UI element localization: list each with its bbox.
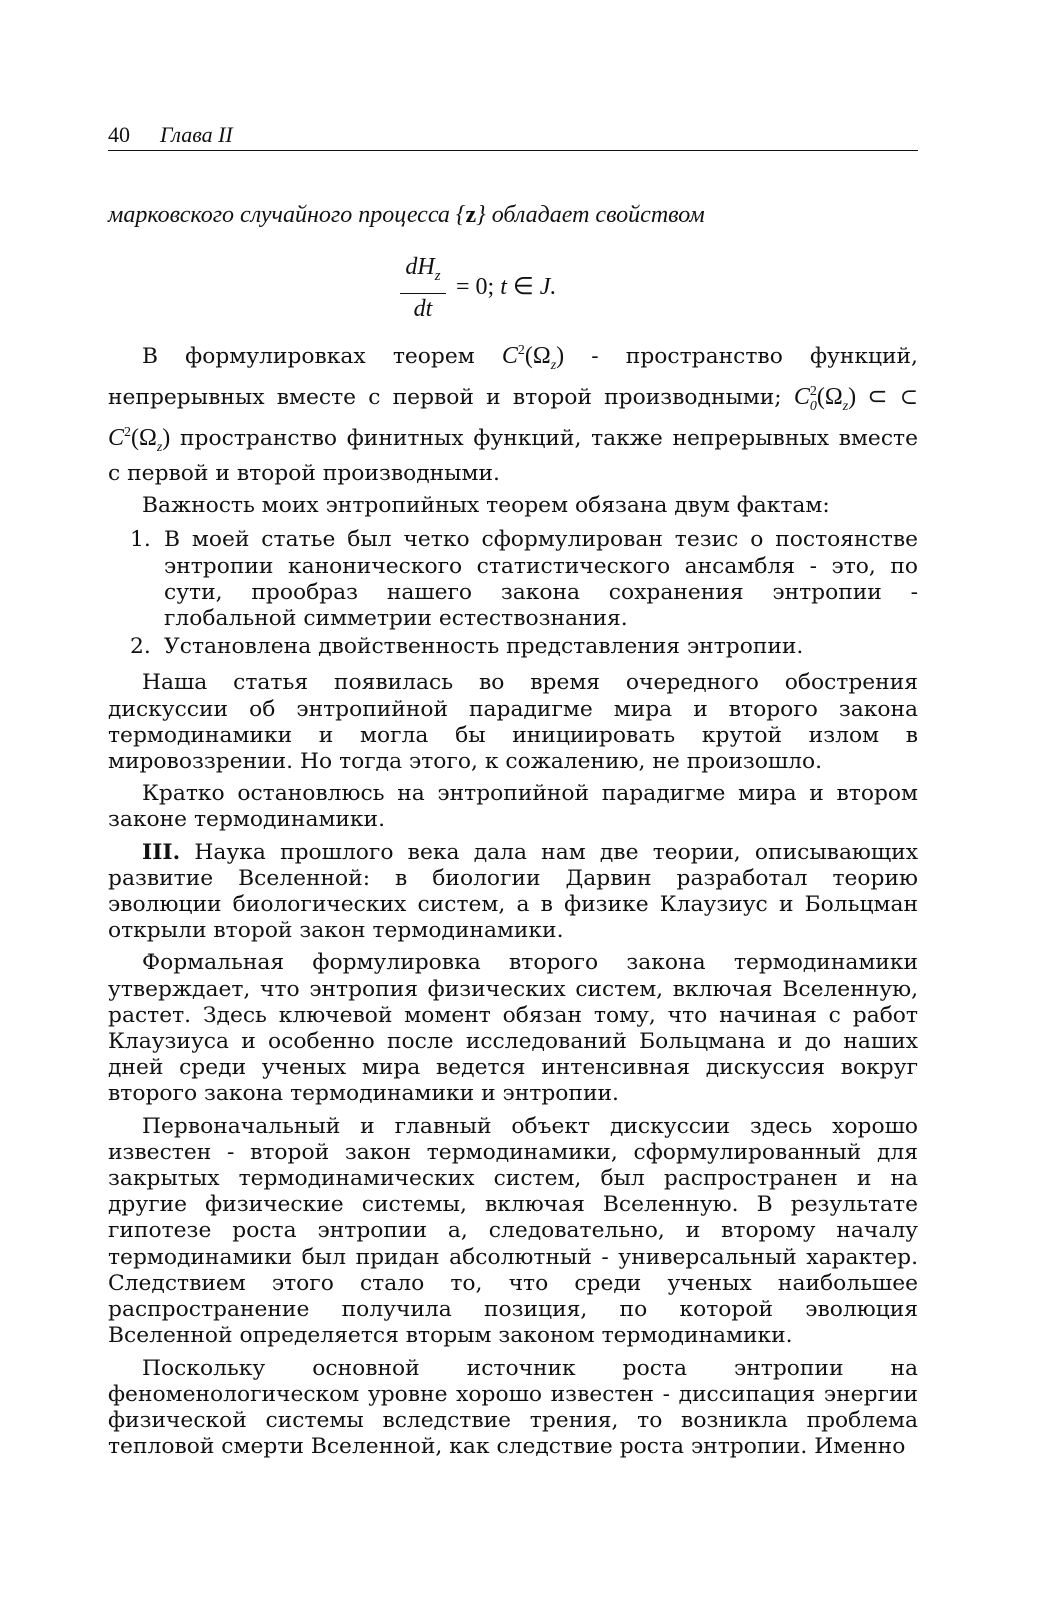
paragraph-section-three: III. Наука прошлого века дала нам две теории, описывающих развитие Вселенной: в биологии Дарвин разработал теорию эволюции биологических систем, а в физике Клаузиус и Больцман открыли второй закон термодинамики. xyxy=(108,839,918,944)
formula-rhs: = 0; t ∈ J. xyxy=(456,274,557,300)
paragraph-discussion-object: Первоначальный и главный объект дискуссии здесь хорошо известен - второй закон термодинамики, сформулированный для закрытых термодинамических систем, был распространен и на другие физические системы, включая Вселенную. В результате гипотезе роста энтропии а, следовательно, и второму началу термодинамики был придан абсолютный - универсальный характер. Следствием этого стало то, что среди ученых наибольшее распространение получила позиция, по которой эволюция Вселенной определяется вторым законом термодинамики. xyxy=(108,1113,918,1349)
intro-text-before: марковского случайного процесса { xyxy=(108,202,466,228)
paragraph-heat-death: Поскольку основной источник роста энтропии на феноменологическом уровне хорошо известен - диссипация энергии физической системы вследствие трения, то возникла проблема тепловой смерти Вселенной, как следствие роста энтропии. Именно xyxy=(108,1355,918,1460)
section-numeral: III. xyxy=(142,839,181,865)
chapter-title: Глава II xyxy=(160,122,233,147)
running-head xyxy=(108,118,918,151)
intro-variable: z xyxy=(465,202,477,228)
page-number: 40 xyxy=(108,122,130,147)
math-c2-omega-2: $C^2(\Omega_z)$ xyxy=(108,425,171,455)
math-c02-omega: $C^2_0(\Omega_z)$ ⊂ xyxy=(793,384,888,414)
math-c2-omega: $C^2(\Omega_z)$ xyxy=(501,343,565,373)
intro-line xyxy=(108,202,705,229)
paragraph-brief: Кратко остановлюсь на энтропийной парадигме мира и втором законе термодинамики. xyxy=(108,781,918,833)
facts-list xyxy=(108,527,918,660)
paragraph-article: Наша статья появилась во время очередного обострения дискуссии об энтропийной парадигме мира и второго закона термодинамики и могла бы инициировать крутой излом в мировоззрении. Но тогда этого, к сожалению, не произошло. xyxy=(108,670,918,775)
paragraph-formal-law: Формальная формулировка второго закона термодинамики утверждает, что энтропия физических систем, включая Вселенную, растет. Здесь ключевой момент обязан тому, что начиная с работ Клаузиуса и особенно после исследований Больцмана и до наших дней среди ученых мира ведется интенсивная дискуссия вокруг второго закона термодинамики и энтропии. xyxy=(108,950,918,1107)
formula-denominator: dt xyxy=(413,295,433,322)
formula-fraction xyxy=(400,252,446,322)
formula-numerator: $dH_z$ xyxy=(405,254,441,284)
fraction-bar xyxy=(400,293,446,294)
paragraph-importance: Важность моих энтропийных теорем обязана двум фактам: xyxy=(142,493,830,519)
list-item: 1. В моей статье был четко сформулирован тезис о постоянстве энтропии канонического статистического ансамбля - это, по сути, прообраз нашего закона сохранения энтропии - глобальной симметрии естествознания. xyxy=(130,527,918,632)
body-text xyxy=(108,338,918,1460)
list-item: 2. Установлена двойственность представления энтропии. xyxy=(130,634,804,660)
paragraph-theorem-spaces: В формулировках теорем $C^2(\Omega_z)$ - пространство функций, непрерывных вместе с первой и второй производными; $C^2_0(\Omega_z)$ ⊂ ⊂ $C^2(\Omega_z)$ пространство финитных функций, также непрерывных вместе с первой и второй производными. xyxy=(108,343,918,486)
intro-text-after: } обладает свойством xyxy=(476,202,705,228)
